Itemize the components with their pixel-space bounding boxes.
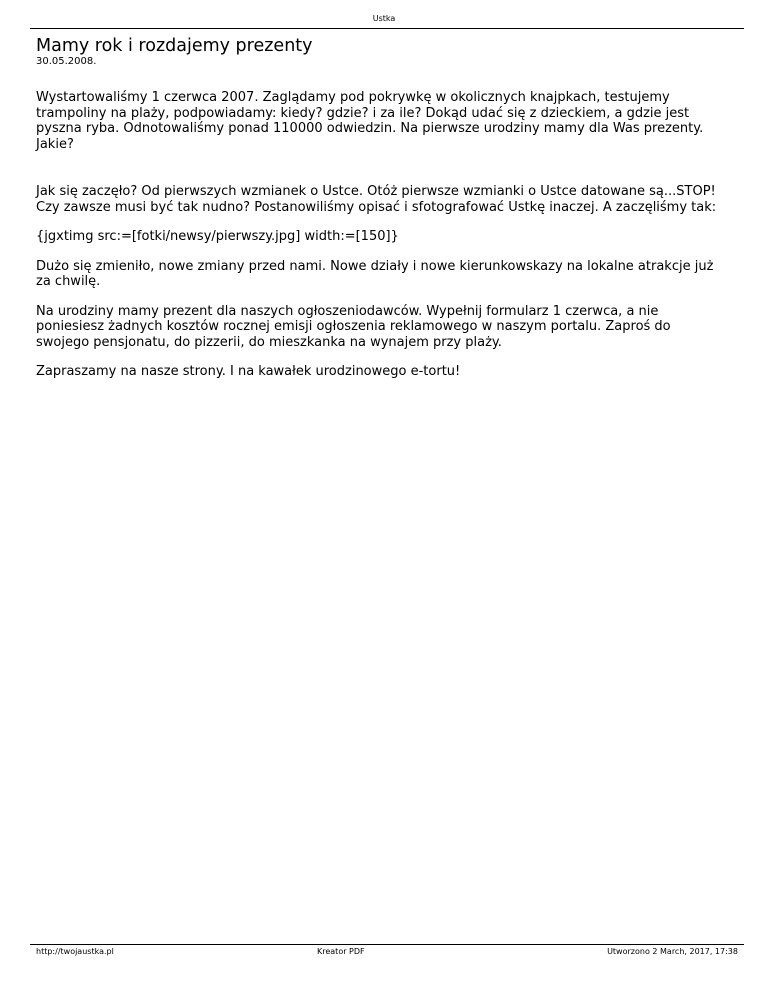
header-site-name: Ustka — [372, 14, 396, 23]
footer-divider — [30, 944, 744, 945]
article-lead-paragraph: Wystartowaliśmy 1 czerwca 2007. Zaglądamy pod pokrywkę w okolicznych knajpkach, testujemy trampoliny na plaży, podpowiadamy: kiedy? gdzie? i za ile? Dokąd udać się z dzieckiem, a gdzie jest pyszna ryba. Odnotowaliśmy ponad 110000 odwiedzin. Na pierwsze urodziny mamy dla Was prezenty. Jakie? — [36, 90, 704, 152]
article-image-placeholder: {jgxtimg src:=[fotki/newsy/pierwszy.jpg] width:=[150]} — [36, 229, 399, 244]
article-paragraph: Dużo się zmieniło, nowe zmiany przed nami. Nowe działy i nowe kierunkowskazy na lokalne atrakcje już za chwilę. — [36, 258, 714, 289]
article-title: Mamy rok i rozdajemy prezenty — [36, 36, 313, 56]
article-paragraph: Jak się zaczęło? Od pierwszych wzmianek o Ustce. Otóż pierwsze wzmianki o Ustce datowane są...STOP! Czy zawsze musi być tak nudno? Postanowiliśmy opisać i sfotografować Ustkę inaczej. A zaczęliśmy tak: — [36, 184, 717, 215]
article-paragraph: Na urodziny mamy prezent dla naszych ogłoszeniodawców. Wypełnij formularz 1 czerwca, a nie poniesiesz żadnych kosztów rocznej emisji ogłoszenia reklamowego w naszym portalu. Zaproś do swojego pensjonatu, do pizzerii, do mieszkanka na wynajem przy plaży. — [36, 303, 671, 350]
header-divider — [30, 28, 744, 29]
article — [36, 36, 736, 380]
article-date: 30.05.2008. — [36, 56, 97, 67]
article-paragraph: Zapraszamy na nasze strony. I na kawałek urodzinowego e-tortu! — [36, 364, 461, 379]
footer-url: http://twojaustka.pl — [36, 947, 114, 956]
footer-generator: Kreator PDF — [317, 947, 365, 956]
footer-created-timestamp: Utworzono 2 March, 2017, 17:38 — [607, 947, 738, 956]
